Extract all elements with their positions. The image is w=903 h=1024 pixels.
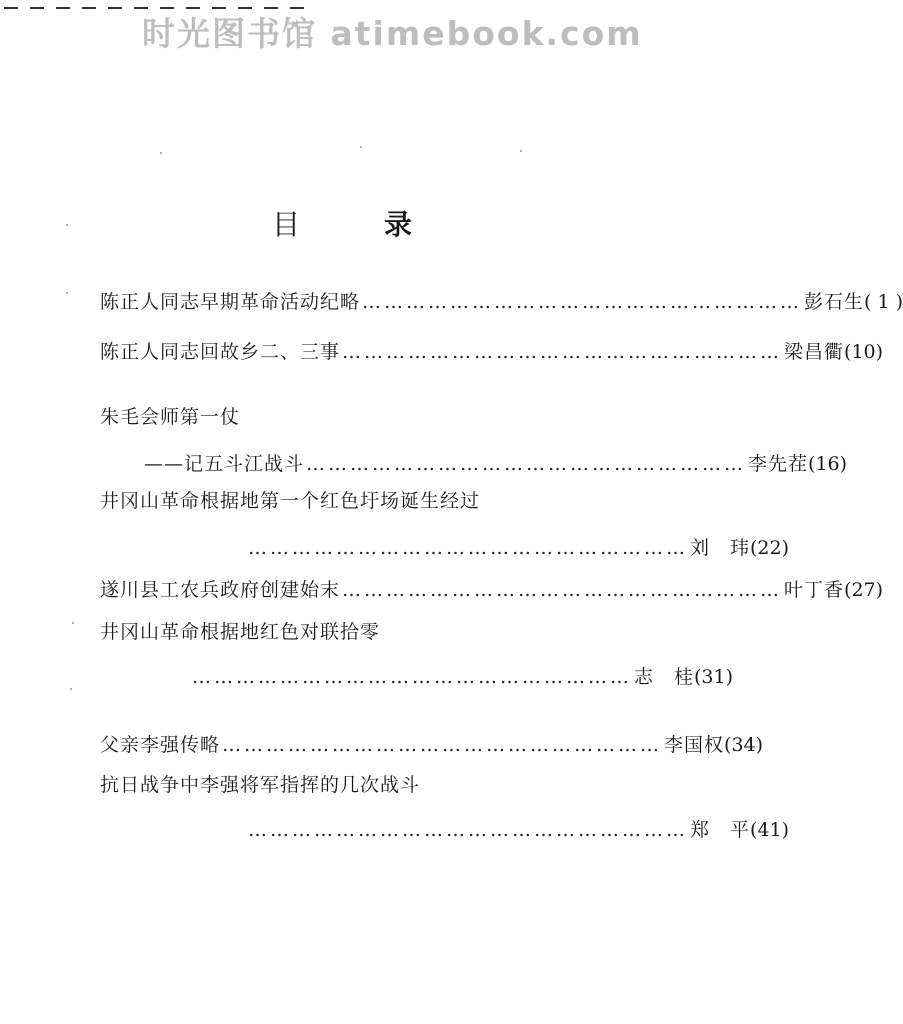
dot-leader: ……………………………………………………	[342, 341, 783, 363]
entry-title: 抗日战争中李强将军指挥的几次战斗	[100, 774, 421, 796]
dot-leader: ……………………………………………………	[248, 537, 688, 559]
toc-entry-heading	[100, 770, 586, 800]
scan-speck	[520, 150, 522, 152]
scan-speck	[360, 146, 362, 148]
toc-entry	[100, 730, 764, 760]
scan-speck	[160, 152, 162, 154]
entry-title: 遂川县工农兵政府创建始末	[100, 579, 341, 601]
entry-title: 井冈山革命根据地第一个红色圩场诞生经过	[100, 490, 481, 512]
toc-entry-heading	[100, 486, 586, 516]
toc-title	[272, 205, 412, 245]
toc-entry	[100, 287, 903, 317]
scan-speck	[66, 224, 68, 226]
watermark: 时光图书馆 atimebook.com	[142, 14, 643, 53]
entry-author: 李国权	[664, 734, 725, 756]
entry-title: 陈正人同志早期革命活动纪略	[100, 291, 361, 313]
dot-leader: ……………………………………………………	[248, 819, 688, 841]
entry-page: (34)	[724, 734, 764, 756]
toc-entry	[100, 337, 884, 367]
entry-page: ( 1 )	[864, 291, 903, 313]
entry-author: 李先茬	[748, 453, 809, 475]
entry-title: 井冈山革命根据地红色对联拾零	[100, 621, 381, 643]
entry-title: 陈正人同志回故乡二、三事	[100, 341, 341, 363]
scan-speck	[72, 622, 74, 624]
entry-author: 彭石生	[804, 291, 865, 313]
dot-leader: ……………………………………………………	[192, 666, 632, 688]
scan-speck	[66, 292, 68, 294]
entry-page: (31)	[694, 666, 734, 688]
entry-page: (27)	[844, 579, 884, 601]
entry-author: 志 桂	[634, 666, 695, 688]
toc-entry-heading	[100, 402, 586, 432]
toc-entry-continuation	[246, 815, 790, 845]
entry-subtitle: ——记五斗江战斗	[144, 453, 305, 475]
entry-page: (22)	[750, 537, 790, 559]
toc-entry-continuation	[246, 533, 790, 563]
dot-leader: ……………………………………………………	[222, 734, 663, 756]
entry-author: 叶丁香	[784, 579, 845, 601]
toc-title-char-1: 目	[272, 208, 301, 241]
entry-title: 父亲李强传略	[100, 734, 221, 756]
entry-page: (41)	[750, 819, 790, 841]
entry-title: 朱毛会师第一仗	[100, 406, 241, 428]
toc-entry-subtitle	[144, 449, 848, 479]
top-dash-line	[4, 0, 304, 14]
entry-author: 郑 平	[690, 819, 751, 841]
entry-page: (10)	[844, 341, 884, 363]
toc-entry	[100, 575, 884, 605]
entry-author: 梁昌衢	[784, 341, 845, 363]
entry-author: 刘 玮	[690, 537, 751, 559]
dot-leader: ……………………………………………………	[342, 579, 783, 601]
toc-entry-heading	[100, 617, 586, 647]
dot-leader: ……………………………………………………	[362, 291, 803, 313]
toc-entry-continuation	[190, 662, 734, 692]
entry-page: (16)	[808, 453, 848, 475]
toc-title-char-2: 录	[383, 208, 412, 241]
scan-speck	[70, 688, 72, 690]
dot-leader: ……………………………………………………	[306, 453, 747, 475]
